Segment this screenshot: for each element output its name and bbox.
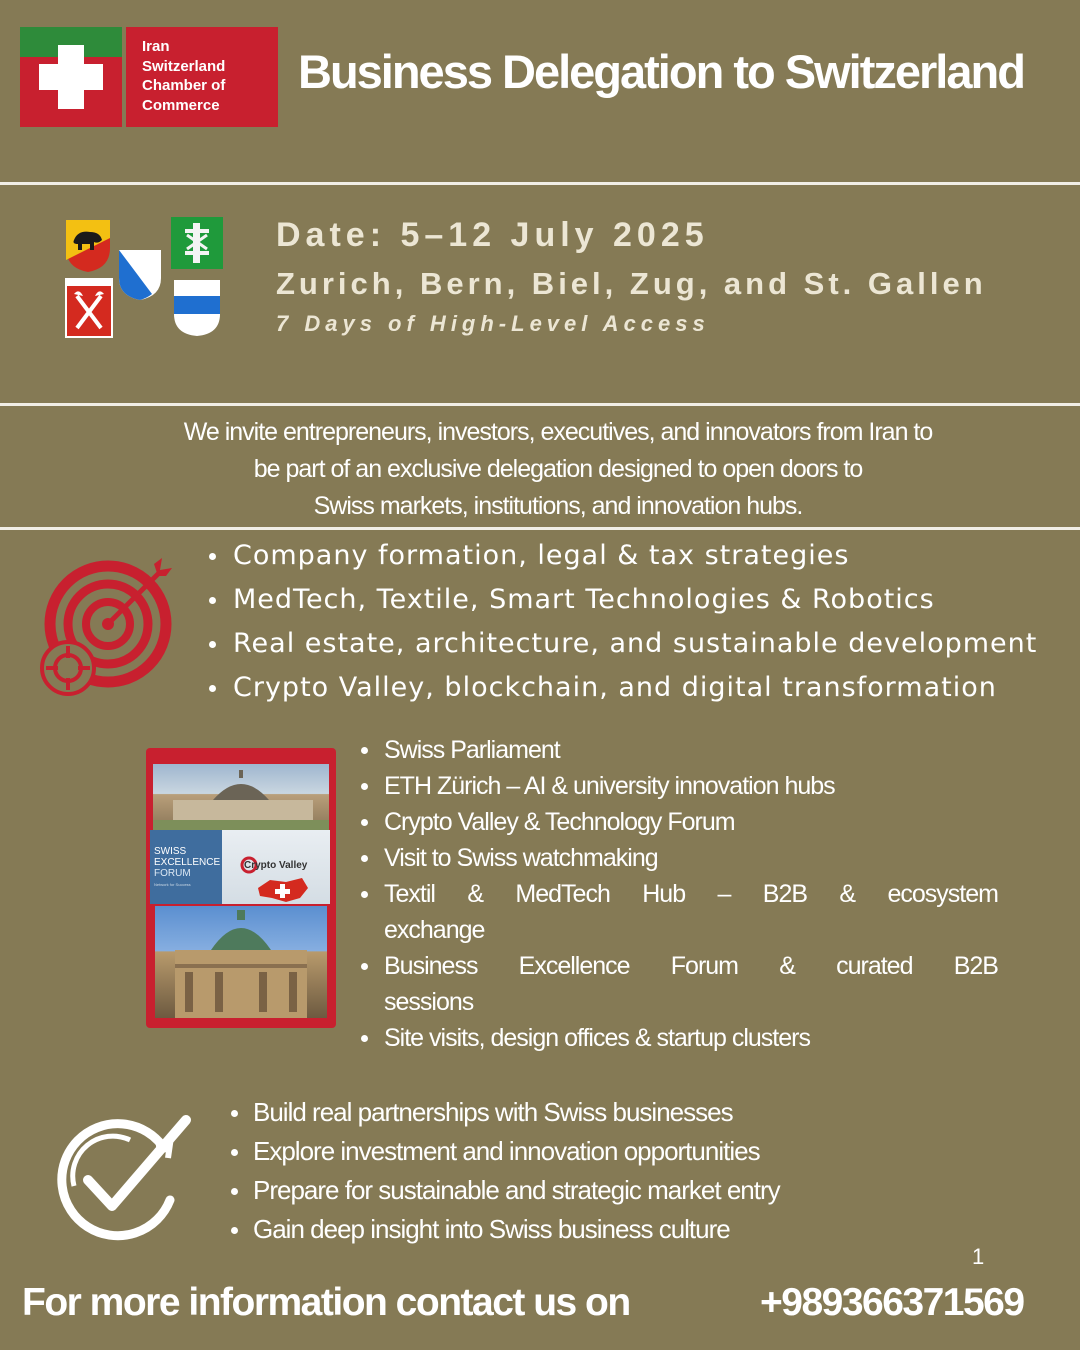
focus-item: MedTech, Textile, Smart Technologies & Robotics bbox=[206, 578, 1037, 622]
program-item: Swiss Parliament bbox=[358, 732, 998, 768]
word: Hub bbox=[642, 880, 686, 908]
benefit-item: Gain deep insight into Swiss business culture bbox=[228, 1210, 780, 1249]
event-cities: Zurich, Bern, Biel, Zug, and St. Gallen bbox=[276, 266, 987, 301]
divider bbox=[0, 403, 1080, 406]
logo-line: Chamber of bbox=[142, 77, 226, 94]
divider bbox=[0, 527, 1080, 530]
sef-line: FORUM bbox=[154, 868, 191, 879]
focus-item: Company formation, legal & tax strategies bbox=[206, 534, 1037, 578]
program-list bbox=[358, 732, 998, 1056]
word: & bbox=[467, 880, 484, 908]
swiss-map-icon bbox=[256, 876, 310, 904]
word: B2B bbox=[953, 952, 998, 980]
swiss-flag-icon bbox=[20, 27, 122, 127]
word: Textil bbox=[384, 880, 435, 908]
benefits-list bbox=[228, 1093, 780, 1249]
program-item: ETH Zürich – AI & university innovation hubs bbox=[358, 768, 998, 804]
word: MedTech bbox=[515, 880, 610, 908]
contact-text: For more information contact us on bbox=[22, 1281, 630, 1324]
program-item-continuation: exchange bbox=[384, 916, 485, 944]
benefit-item: Prepare for sustainable and strategic market entry bbox=[228, 1171, 780, 1210]
word: Forum bbox=[670, 952, 738, 980]
page-number: 1 bbox=[972, 1244, 985, 1269]
word: Excellence bbox=[518, 952, 630, 980]
logo-line: Iran bbox=[142, 38, 170, 55]
biel-crest-icon bbox=[65, 278, 113, 338]
focus-areas-list bbox=[206, 534, 1037, 710]
focus-item: Real estate, architecture, and sustainable development bbox=[206, 622, 1037, 666]
photo-collage bbox=[146, 748, 336, 1028]
program-item bbox=[358, 948, 998, 1020]
sef-line: Network for Success bbox=[154, 882, 191, 887]
focus-item: Crypto Valley, blockchain, and digital transformation bbox=[206, 666, 1037, 710]
benefit-item: Build real partnerships with Swiss businesses bbox=[228, 1093, 780, 1132]
divider bbox=[0, 182, 1080, 185]
intro-line: We invite entrepreneurs, investors, executives, and innovators from Iran to bbox=[183, 418, 933, 446]
zurich-crest-icon bbox=[117, 248, 163, 302]
intro-line: Swiss markets, institutions, and innovation hubs. bbox=[313, 492, 803, 520]
phone-number[interactable]: +989366371569 bbox=[760, 1281, 1024, 1324]
word: – bbox=[717, 880, 731, 908]
logo-text bbox=[126, 27, 278, 127]
check-cycle-icon bbox=[52, 1112, 192, 1244]
bern-crest-icon bbox=[64, 218, 112, 274]
logo-line: Commerce bbox=[142, 96, 220, 114]
intro-paragraph bbox=[100, 414, 1016, 525]
program-item: Visit to Swiss watchmaking bbox=[358, 840, 998, 876]
word: curated bbox=[836, 952, 913, 980]
swiss-excellence-forum-image bbox=[150, 830, 222, 904]
word: & bbox=[839, 880, 856, 908]
word: ecosystem bbox=[887, 880, 998, 908]
word: Business bbox=[384, 952, 478, 980]
sef-line: SWISS bbox=[154, 846, 187, 857]
crypto-valley-image bbox=[222, 830, 330, 904]
program-item: Crypto Valley & Technology Forum bbox=[358, 804, 998, 840]
eth-zurich-photo bbox=[153, 764, 329, 830]
word: & bbox=[779, 952, 795, 980]
crypto-valley-label: Crypto Valley bbox=[244, 860, 308, 871]
event-subtitle: 7 Days of High-Level Access bbox=[276, 311, 710, 336]
zug-crest-icon bbox=[172, 278, 222, 338]
benefit-item: Explore investment and innovation opportunities bbox=[228, 1132, 780, 1171]
event-date: Date: 5–12 July 2025 bbox=[276, 216, 709, 254]
page-title: Business Delegation to Switzerland bbox=[298, 45, 1024, 98]
target-icon bbox=[38, 554, 178, 698]
intro-line: be part of an exclusive delegation designed to open doors to bbox=[253, 455, 863, 483]
program-item: Site visits, design offices & startup clusters bbox=[358, 1020, 998, 1056]
chamber-logo bbox=[20, 27, 278, 127]
canton-crests bbox=[62, 216, 227, 340]
word: B2B bbox=[762, 880, 808, 908]
program-item bbox=[358, 876, 998, 948]
st-gallen-crest-icon bbox=[171, 217, 223, 269]
sef-line: EXCELLENCE bbox=[154, 857, 221, 868]
program-item-continuation: sessions bbox=[384, 988, 474, 1016]
federal-palace-photo bbox=[155, 906, 327, 1018]
logo-line: Switzerland bbox=[142, 57, 226, 75]
